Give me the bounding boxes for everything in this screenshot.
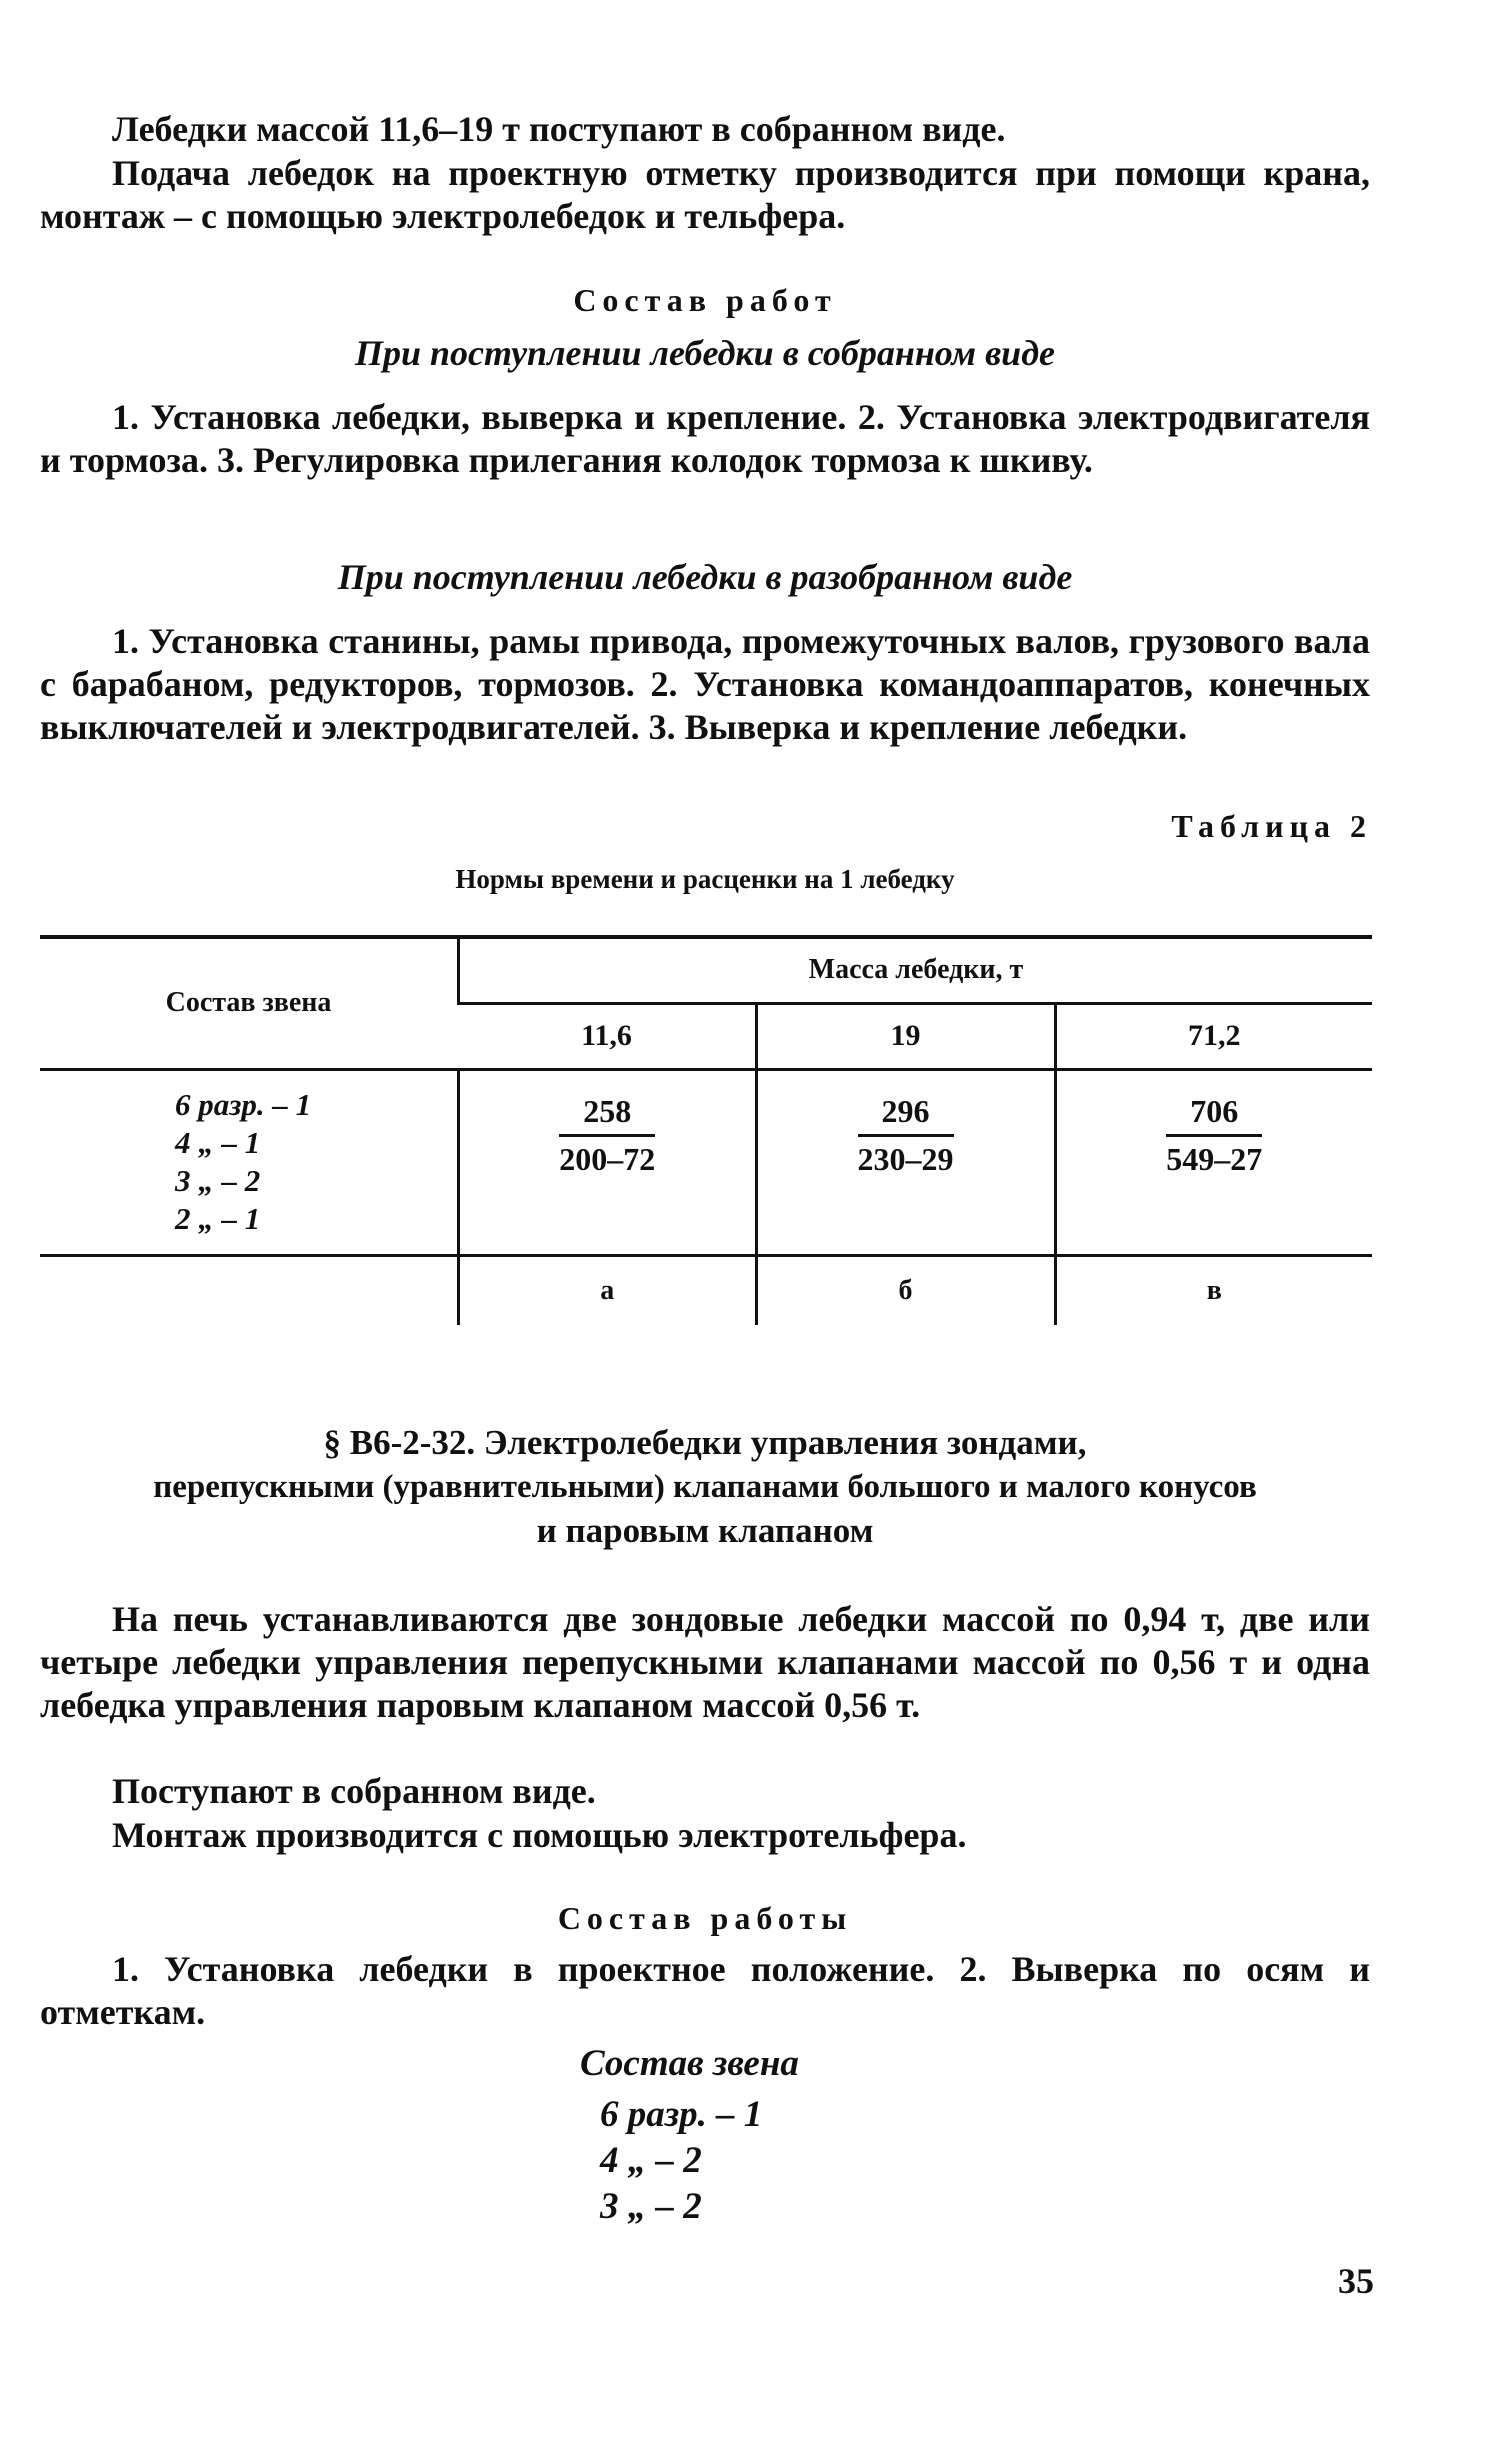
- mass-value-71-2: 71,2: [1055, 1003, 1372, 1069]
- crew-row: 6 разр. – 1: [600, 2094, 763, 2135]
- section2-paragraph-2: Поступают в собранном виде.: [112, 1771, 596, 1811]
- crew-row: 4 „ – 2: [600, 2140, 702, 2181]
- section-title-line-1: § В6-2-32. Электролебедки управления зондами,: [323, 1423, 1087, 1462]
- column-letter-c: в: [1055, 1255, 1372, 1325]
- rate: 200–72: [559, 1140, 656, 1177]
- intro-line-2: Подача лебедок на проектную отметку производится при помощи крана, монтаж – с помощью электролебедок и тельфера.: [40, 153, 1370, 236]
- column-letter-b: б: [756, 1255, 1055, 1325]
- norm-cell-c: [1055, 1069, 1372, 1255]
- section-heading-work-composition: Состав работ: [573, 282, 837, 318]
- intro-line-1: Лебедки массой 11,6–19 т поступают в собранном виде.: [112, 109, 1006, 149]
- table-caption: Нормы времени и расценки на 1 лебедку: [455, 864, 955, 894]
- section-title-line-2: перепускными (уравнительными) клапанами большого и малого конусов: [153, 1469, 1257, 1505]
- norm-cell-b: [756, 1069, 1055, 1255]
- section2-paragraph-3: Монтаж производится с помощью электротельфера.: [112, 1815, 967, 1855]
- mass-value-11-6: 11,6: [459, 1003, 757, 1069]
- header-winch-mass: Масса лебедки, т: [459, 939, 1373, 1003]
- crew-row: 2 „ – 1: [175, 1201, 261, 1236]
- table-label: Таблица 2: [1171, 808, 1372, 844]
- work-steps-disassembled: 1. Установка станины, рамы привода, промежуточных валов, грузового вала с барабаном, редукторов, тормозов. 2. Установка командоаппаратов, конечных выключателей и электродвигателей. 3. Выверка и крепление лебедки.: [40, 621, 1370, 747]
- crew-composition-list: [600, 2092, 762, 2230]
- mass-value-19: 19: [756, 1003, 1055, 1069]
- rate: 230–29: [857, 1140, 954, 1177]
- letter-cell-empty: [40, 1255, 459, 1325]
- subheading-assembled: При поступлении лебедки в собранном виде: [354, 333, 1056, 373]
- page-number: 35: [1338, 2261, 1374, 2301]
- crew-row: 6 разр. – 1: [175, 1087, 312, 1122]
- norm-cell-a: [459, 1069, 757, 1255]
- crew-list-cell: [40, 1069, 459, 1255]
- crew-row: 4 „ – 1: [175, 1125, 261, 1160]
- work-steps-assembled: 1. Установка лебедки, выверка и крепление. 2. Установка электродвигателя и тормоза. 3. Регулировка прилегания колодок тормоза к шкиву.: [40, 397, 1370, 480]
- time-norm: 706: [1166, 1093, 1262, 1137]
- section2-work-steps: 1. Установка лебедки в проектное положение. 2. Выверка по осям и отметкам.: [40, 1949, 1370, 2032]
- crew-composition-title: Состав звена: [580, 2043, 799, 2084]
- time-norm: 258: [559, 1093, 655, 1137]
- section2-heading-work-composition: Состав работы: [557, 1900, 853, 1936]
- column-letter-a: а: [459, 1255, 757, 1325]
- crew-row: 3 „ – 2: [600, 2186, 702, 2227]
- subheading-disassembled: При поступлении лебедки в разобранном виде: [337, 557, 1073, 597]
- norms-table: [40, 939, 1372, 1325]
- time-norm: 296: [858, 1093, 954, 1137]
- header-crew-composition: Состав звена: [40, 939, 459, 1069]
- section-title-line-3: и паровым клапаном: [536, 1511, 874, 1550]
- rate: 549–27: [1166, 1140, 1263, 1177]
- crew-row: 3 „ – 2: [175, 1163, 261, 1198]
- section2-paragraph-1: На печь устанавливаются две зондовые лебедки массой по 0,94 т, две или четыре лебедки управления перепускными клапанами массой по 0,56 т и одна лебедка управления паровым клапаном массой 0,56 т.: [40, 1599, 1370, 1725]
